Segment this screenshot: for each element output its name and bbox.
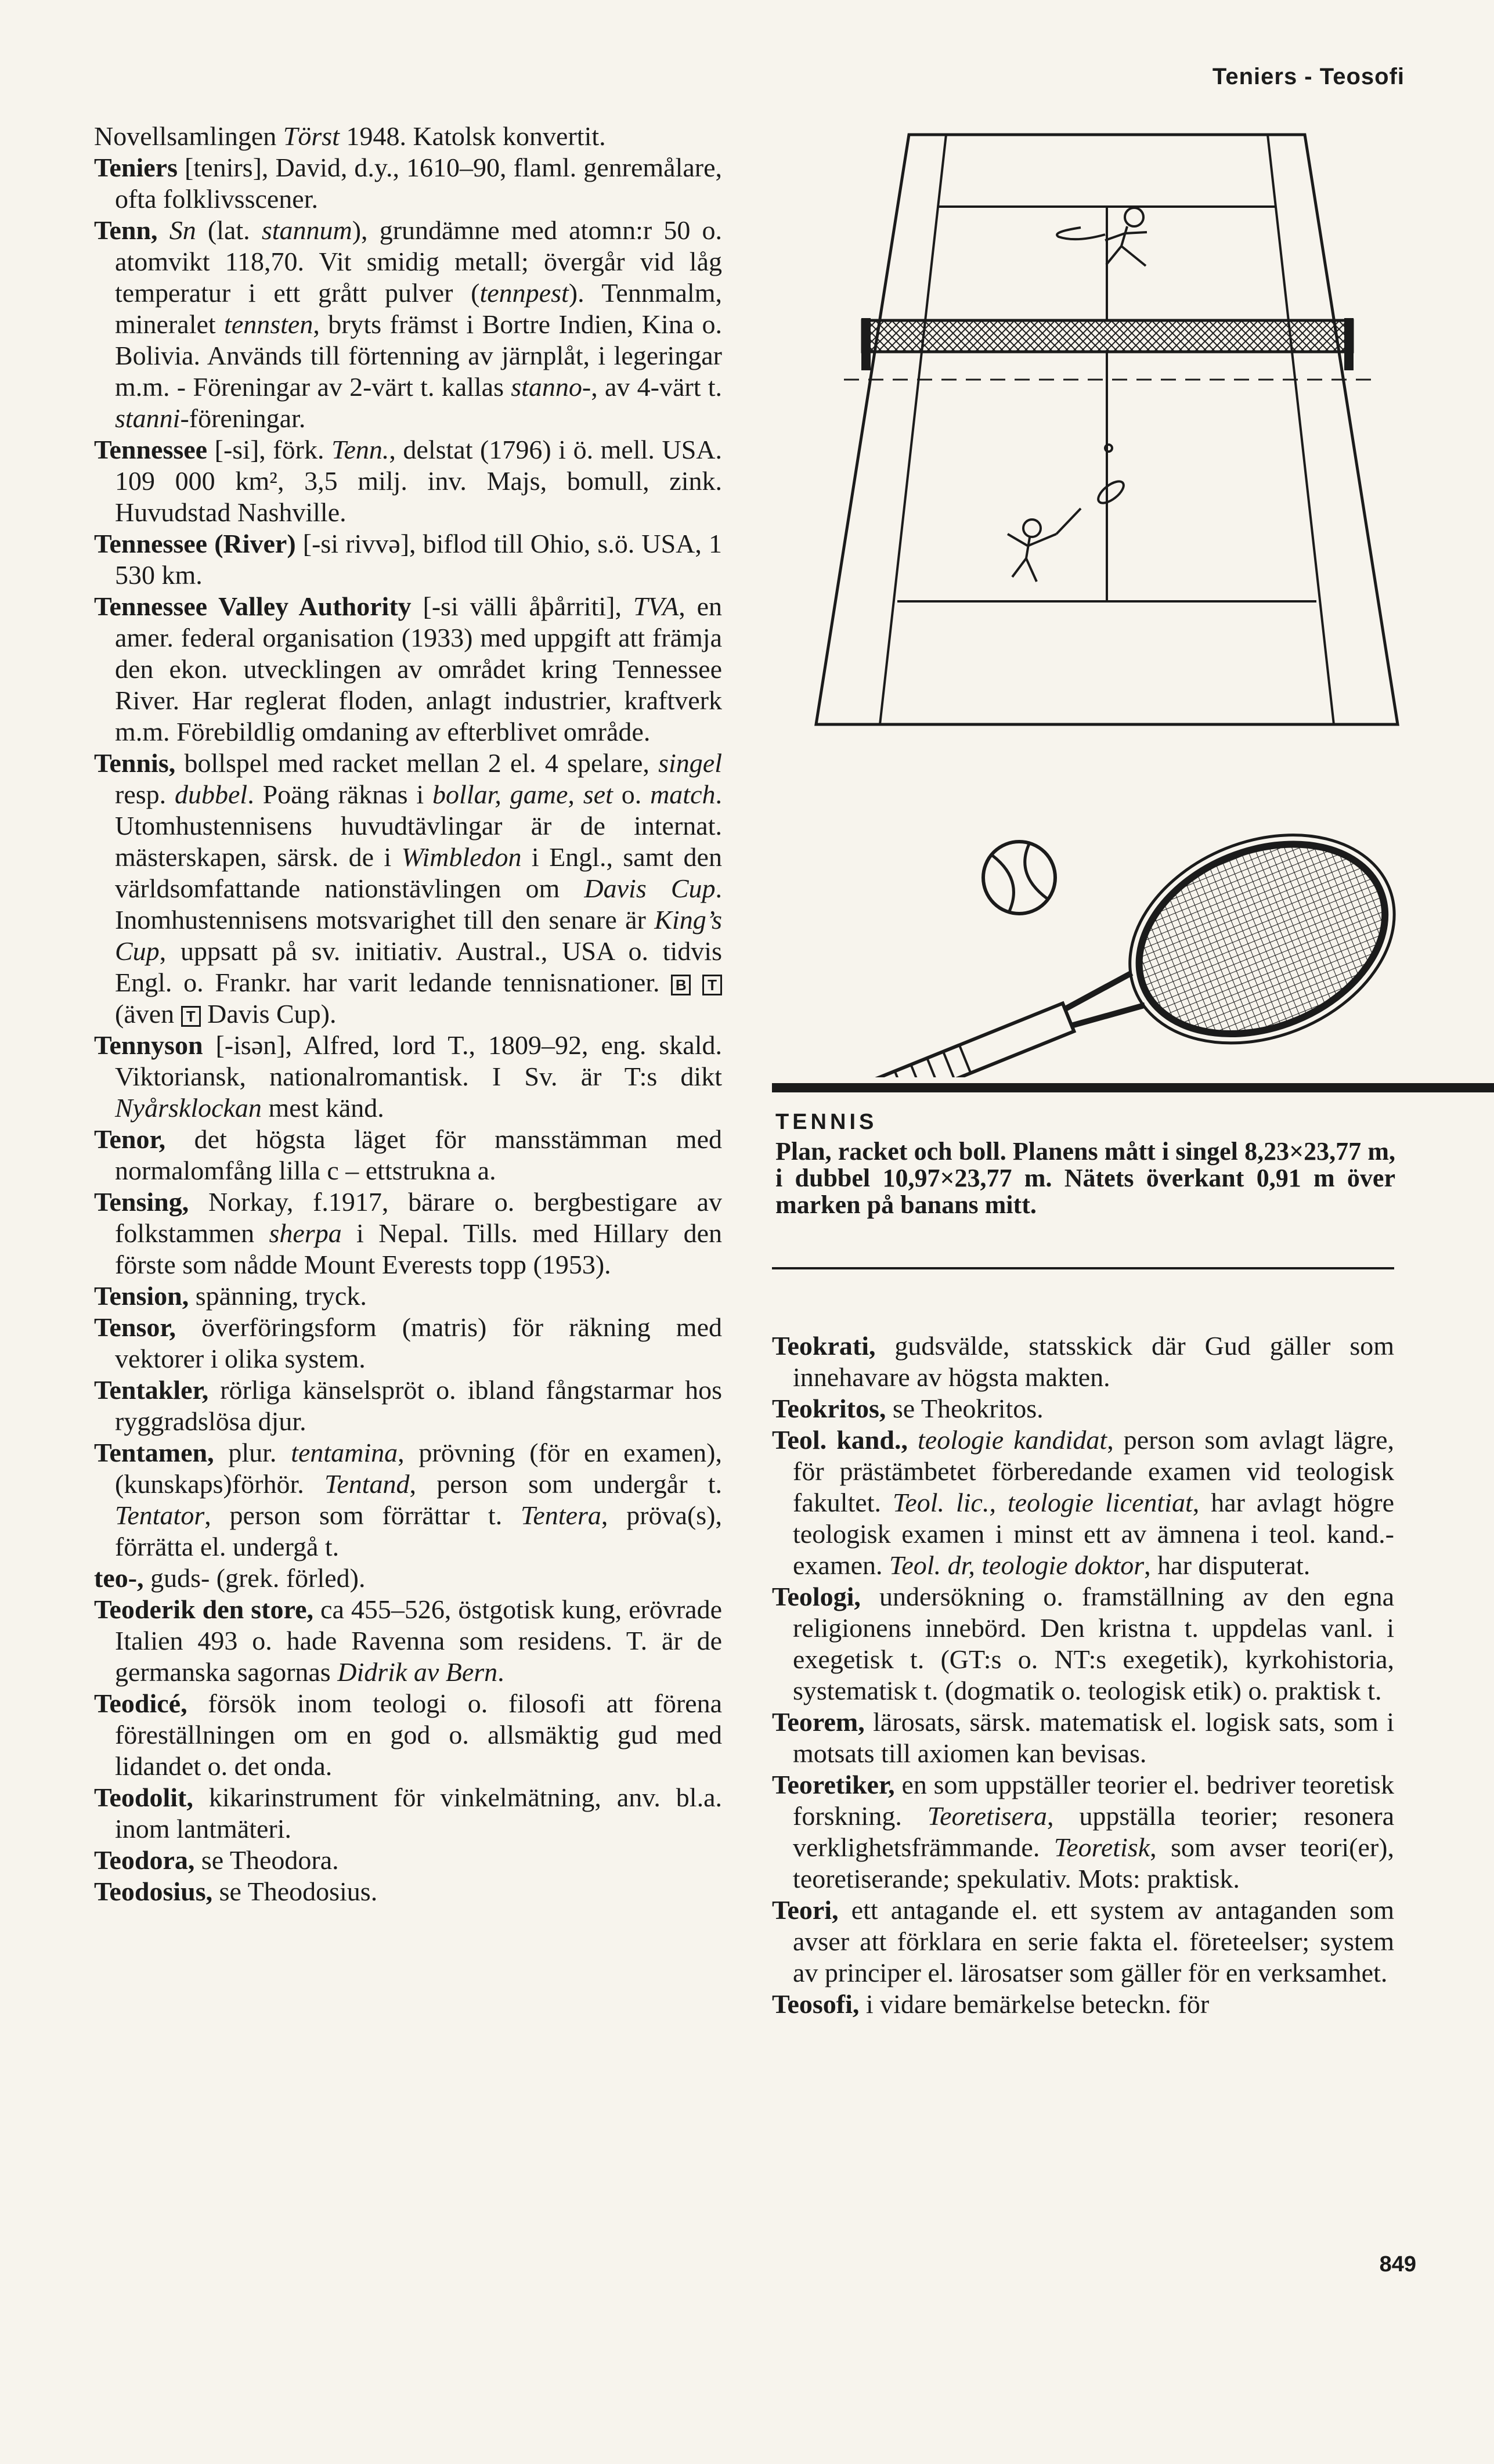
entry-text: , prövning (för en examen), (kunskaps)förhör. (115, 1438, 723, 1499)
entry-headword: Teol. kand., (772, 1425, 908, 1455)
entry-text: , har avlagt högre teologisk examen i minst ett av ämnena i teol. kand.-examen. (793, 1488, 1394, 1580)
entry-headword: Teodicé, (94, 1689, 187, 1718)
entry-headword: Teodora, (94, 1845, 195, 1875)
entry-italic-text: Tenn. (331, 435, 389, 464)
entry-headword: Teniers (94, 153, 178, 182)
dictionary-entry (94, 1594, 722, 1688)
singles-sideline-left (880, 135, 946, 724)
entry-headword: Tennyson (94, 1030, 203, 1060)
singles-sideline-right (1268, 135, 1334, 724)
reference-symbol-icon: B (671, 975, 691, 995)
entry-text: , uppställa teorier; resonera verklighetsfrämmande. (793, 1801, 1394, 1862)
entry-text: bollspel med racket mellan 2 el. 4 spelare, (175, 748, 659, 778)
entry-text: , uppsatt på sv. initiativ. Austral., USA o. tidvis Engl. o. Frankr. har varit ledande tennisnationer. (115, 936, 722, 997)
entry-text: , delstat (1796) i ö. mell. USA. 109 000 km², 3,5 milj. inv. Majs, bomull, zink. Huvudstad Nashville. (115, 435, 722, 527)
dictionary-entry (94, 1280, 722, 1312)
entry-headword: Tenor, (94, 1124, 166, 1154)
dictionary-entry (94, 1688, 722, 1782)
entry-text: [-si], förk. (207, 435, 332, 464)
entry-text: , person som avlagt lägre, för prästämbetet förberedande examen vid teologisk fakultet. (793, 1425, 1395, 1517)
entry-italic-text: Törst (283, 121, 340, 151)
entry-text: [-si rivvə], biflod till Ohio, s.ö. USA, 1 530 km. (115, 529, 722, 590)
entry-text: en som uppställer teorier el. bedriver teoretisk forskning. (793, 1770, 1394, 1831)
entry-text: , av 4-värt t. (591, 372, 723, 402)
entry-text: mest känd. (261, 1093, 384, 1123)
net (863, 320, 1352, 352)
entry-headword: Teokrati, (772, 1331, 876, 1361)
dictionary-entry (94, 215, 722, 434)
entry-headword: Tenn, (94, 215, 169, 245)
page-number: 849 (1379, 2252, 1416, 2277)
entry-text: i Engl., samt den världsomfattande nationstävlingen om (115, 842, 722, 903)
entry-italic-text: stannum (261, 215, 352, 245)
entry-italic-text: stanno- (511, 372, 591, 402)
caption-text: Plan, racket och boll. Planens mått i singel 8,23×23,77 m, i dubbel 10,97×23,77 m. Nätets överkant 0,91 m över marken på banans mitt. (775, 1137, 1395, 1219)
entry-text: [-si välli åþårriti], (411, 591, 633, 621)
entry-text: undersökning o. framställning av den egna religionens innebörd. Den kristna t. uppdelas vanl. i exegetisk t. (GT:s o. NT:s exegetik), kyrkohistoria, systematisk t. (dogmatik o. teologisk etik) o. praktisk t. (793, 1582, 1394, 1705)
entry-text: försök inom teologi o. filosofi att förena föreställningen om en god o. allsmäktig gud med lidandet o. det onda. (115, 1689, 722, 1781)
entry-italic-text: Tentand (324, 1469, 410, 1499)
entry-italic-text: teologie kandidat (918, 1425, 1107, 1455)
dictionary-entry (94, 121, 722, 152)
entry-text: resp. (115, 780, 175, 809)
entry-italic-text: Sn (169, 215, 196, 245)
caption-bottom-rule (772, 1267, 1394, 1269)
entry-text: se Theodora. (194, 1845, 339, 1875)
entry-text: guds- (grek. förled). (143, 1563, 366, 1593)
far-player-figure (1057, 208, 1147, 266)
entry-text: spänning, tryck. (189, 1281, 367, 1311)
dictionary-entry (94, 1374, 722, 1437)
entry-text: . Inomhustennisens motsvarighet till den senare är (115, 874, 723, 935)
entry-italic-text: singel (658, 748, 722, 778)
entry-italic-text: tentamina (291, 1438, 398, 1467)
dictionary-entry (94, 1437, 722, 1563)
dictionary-entry (94, 1782, 722, 1845)
reference-symbol-icon: T (181, 1006, 201, 1027)
dictionary-entry (94, 434, 722, 528)
dictionary-entry (94, 1845, 722, 1876)
entry-text: [-isən], Alfred, lord T., 1809–92, eng. skald. Viktoriansk, nationalromantisk. I Sv. är T:s dikt (115, 1030, 722, 1091)
entry-text: , person som förrättar t. (204, 1500, 521, 1530)
entry-text: o. (612, 780, 651, 809)
ball-in-flight (1105, 445, 1112, 452)
entry-text: plur. (214, 1438, 291, 1467)
entry-text: gudsvälde, statsskick där Gud gäller som innehavare av högsta makten. (793, 1331, 1394, 1392)
tennis-illustration (774, 114, 1408, 1077)
entry-italic-text: King’s Cup (115, 905, 722, 966)
dictionary-entry (94, 152, 722, 215)
entry-italic-text: Tentera (521, 1500, 601, 1530)
entry-italic-text: dubbel (175, 780, 248, 809)
dictionary-entry (772, 1393, 1394, 1424)
entry-text: det högsta läget för mansstämman med normalomfång lilla c – ettstrukna a. (115, 1124, 722, 1185)
entry-text: rörliga känselspröt o. ibland fångstarmar hos ryggradslösa djur. (115, 1375, 722, 1436)
entry-italic-text: tennsten (224, 309, 313, 339)
entry-headword: Tennis, (94, 748, 176, 778)
running-header: Teniers - Teosofi (1212, 64, 1405, 89)
entry-text: ett antagande el. ett system av antaganden som avser att förklara en serie fakta el. företeelser; system av principer el. lärosatser som gäller för en verksamhet. (793, 1895, 1394, 1987)
entry-text: (även (115, 999, 181, 1029)
entry-italic-text: Didrik av Bern (337, 1657, 498, 1687)
entry-text: , har disputerat. (1144, 1550, 1311, 1580)
entry-headword: Tensing, (94, 1187, 189, 1217)
entry-text: överföringsform (matris) för räkning med vektorer i olika system. (115, 1312, 722, 1373)
illustration-caption (775, 1110, 1395, 1218)
entry-text: [tenirs], David, d.y., 1610–90, flaml. genremålare, ofta folklivsscener. (115, 153, 722, 214)
tennis-racket (812, 798, 1408, 1077)
entry-headword: Teori, (772, 1895, 839, 1925)
entry-italic-text: Wimbledon (401, 842, 522, 872)
entry-headword: Tentamen, (94, 1438, 214, 1467)
entry-text: Novellsamlingen (94, 121, 283, 151)
dictionary-entry (772, 1581, 1394, 1707)
entry-headword: Tennessee Valley Authority (94, 591, 412, 621)
dictionary-entry (772, 1330, 1394, 1393)
entry-headword: Teoretiker, (772, 1770, 895, 1799)
entry-headword: Tensor, (94, 1312, 176, 1342)
dictionary-entry (94, 1876, 722, 1907)
entry-headword: Tennessee (94, 435, 208, 464)
net-post-right (1344, 318, 1354, 370)
dictionary-entry (772, 1424, 1394, 1581)
entry-text: i Nepal. Tills. med Hillary den förste som nådde Mount Everests topp (1953). (115, 1218, 722, 1279)
entry-text: kikarinstrument för vinkelmätning, anv. bl.a. inom lantmäteri. (115, 1783, 722, 1844)
dictionary-entry (772, 1769, 1394, 1895)
entry-headword: Teorem, (772, 1707, 865, 1737)
dictionary-entry (772, 1989, 1394, 2020)
entry-text: Davis Cup). (200, 999, 337, 1029)
entry-headword: Teodosius, (94, 1877, 213, 1906)
entry-italic-text: sherpa (269, 1218, 342, 1248)
near-player-figure (1008, 478, 1127, 582)
entry-text: . Utomhustennisens huvudtävlingar är de internat. mästerskapen, särsk. de i (115, 780, 722, 872)
entry-headword: Tension, (94, 1281, 189, 1311)
entry-headword: teo-, (94, 1563, 144, 1593)
entry-text: föreningar. (189, 403, 306, 433)
entry-italic-text: Teol. lic., teologie licentiat (892, 1488, 1193, 1517)
entry-text: se Theodosius. (212, 1877, 378, 1906)
caption-title: TENNIS (775, 1110, 878, 1134)
entry-headword: Teodolit, (94, 1783, 193, 1812)
reference-symbol-icon: T (702, 975, 722, 995)
left-column (94, 121, 722, 1907)
dictionary-entry (94, 1030, 722, 1124)
entry-text: ). Tennmalm, mineralet (115, 278, 722, 339)
entry-text: lärosats, särsk. matematisk el. logisk sats, som i motsats till axiomen kan bevisas. (793, 1707, 1394, 1768)
dictionary-entry (772, 1895, 1394, 1989)
caption-top-rule (772, 1083, 1494, 1092)
entry-italic-text: TVA (633, 591, 679, 621)
dictionary-entry (772, 1707, 1394, 1769)
entry-text: , som avser teori(er), teoretiserande; spekulativ. Mots: praktisk. (793, 1832, 1395, 1893)
entry-text: . Poäng räknas i (247, 780, 433, 809)
dictionary-entry (94, 1312, 722, 1374)
dictionary-entry (94, 528, 722, 591)
entry-text: se Theokritos. (886, 1394, 1044, 1423)
entry-italic-text: Teol. dr, teologie doktor (889, 1550, 1145, 1580)
entry-italic-text: Tentator (115, 1500, 205, 1530)
entry-text: , person som undergår t. (409, 1469, 722, 1499)
entry-text: , en amer. federal organisation (1933) med uppgift att främja den ekon. utvecklingen av området kring Tennessee River. Har reglerat floden, anlagt industrier, kraftverk m.m. Förebildlig omdaning av efterblivet område. (115, 591, 722, 746)
entry-italic-text: Teoretisk (1053, 1832, 1150, 1862)
entry-text: ca 455–526, östgotisk kung, erövrade Italien 493 o. hade Ravenna som residens. T. är de germanska sagornas (115, 1594, 722, 1687)
entry-text (908, 1425, 918, 1455)
entry-text (691, 968, 702, 997)
dictionary-entry (94, 748, 722, 1030)
dictionary-entry (94, 591, 722, 748)
dictionary-entry (94, 1124, 722, 1186)
entry-text: Norkay, f.1917, bärare o. bergbestigare av folkstammen (115, 1187, 722, 1248)
entry-italic-text: bollar, game, set (432, 780, 613, 809)
entry-italic-text: match (650, 780, 716, 809)
tennis-ball (983, 842, 1055, 914)
entry-italic-text: Teoretisera (927, 1801, 1047, 1831)
entry-headword: Teokritos, (772, 1394, 886, 1423)
entry-headword: Tentakler, (94, 1375, 209, 1405)
entry-text: 1948. Katolsk konvertit. (339, 121, 606, 151)
entry-text: . (497, 1657, 504, 1687)
entry-text: , bryts främst i Bortre Indien, Kina o. Bolivia. Används till förtenning av järnplåt, i legeringar m.m. - Föreningar av 2-värt t. kallas (115, 309, 722, 402)
entry-text: ), grundämne med atomn:r 50 o. atomvikt 118,70. Vit smidig metall; övergår vid låg temperatur i ett grått pulver ( (115, 215, 723, 308)
entry-headword: Tennessee (River) (94, 529, 296, 558)
entry-text: i vidare bemärkelse beteckn. för (859, 1989, 1210, 2019)
dictionary-entry (94, 1563, 722, 1594)
entry-headword: Teoderik den store, (94, 1594, 314, 1624)
entry-italic-text: stanni- (115, 403, 189, 433)
entry-text: (lat. (196, 215, 262, 245)
right-column (772, 1330, 1394, 2020)
net-post-left (861, 318, 871, 370)
entry-headword: Teosofi, (772, 1989, 860, 2019)
entry-headword: Teologi, (772, 1582, 861, 1611)
dictionary-entry (94, 1186, 722, 1280)
entry-italic-text: Davis Cup (584, 874, 716, 903)
entry-italic-text: Nyårsklockan (115, 1093, 262, 1123)
entry-italic-text: tennpest (479, 278, 569, 308)
entry-text: , pröva(s), förrätta el. undergå t. (115, 1500, 722, 1561)
